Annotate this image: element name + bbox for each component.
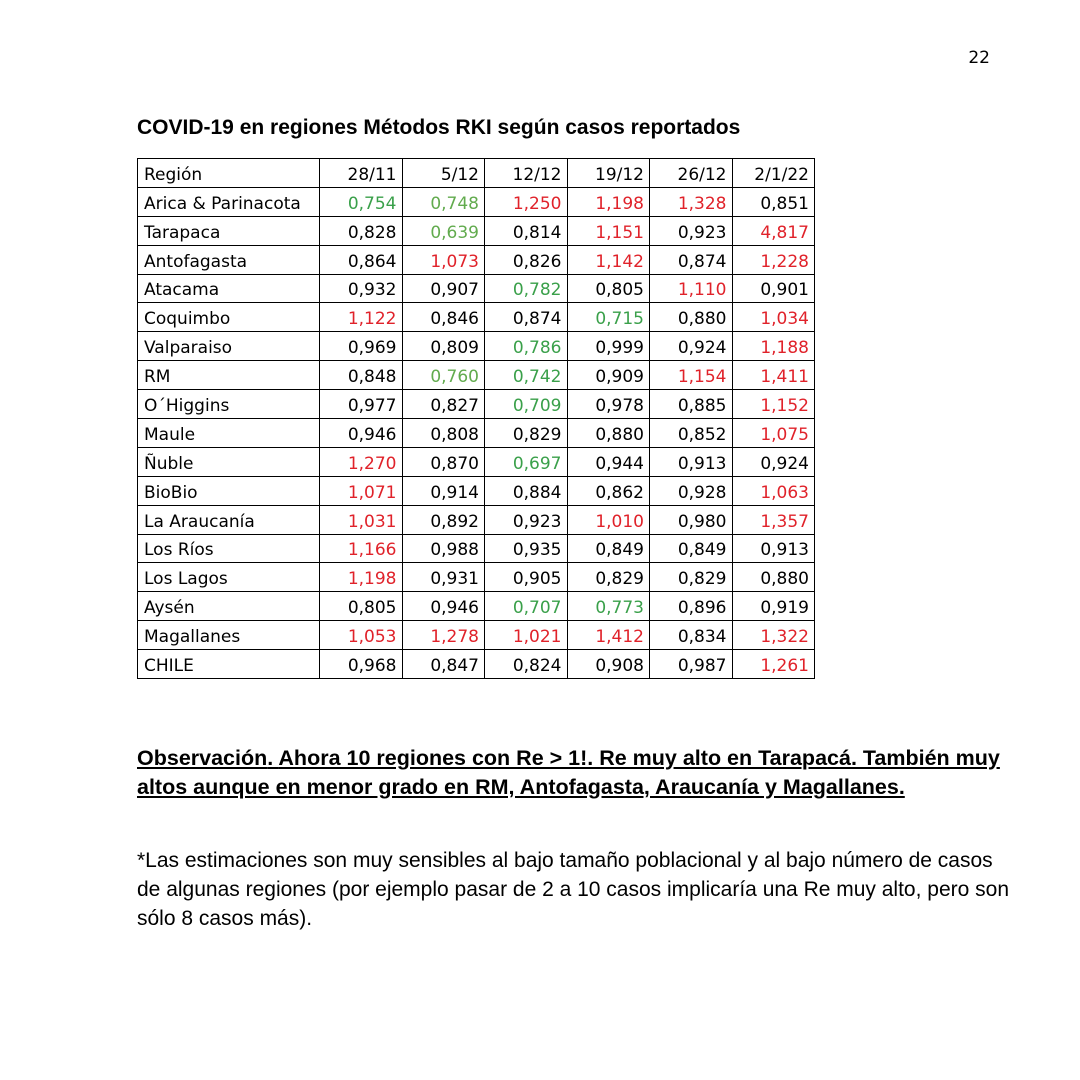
re-value: 1,075: [732, 419, 815, 448]
re-value: 0,786: [485, 332, 568, 361]
region-name: Tarapaca: [138, 216, 320, 245]
table-row: [138, 563, 815, 592]
re-value: 0,935: [485, 534, 568, 563]
re-value: 0,999: [567, 332, 650, 361]
region-name: Magallanes: [138, 621, 320, 650]
table-row: [138, 621, 815, 650]
re-value: 0,697: [485, 447, 568, 476]
re-value: 0,846: [402, 303, 485, 332]
re-value: 0,834: [650, 621, 733, 650]
table-row: [138, 419, 815, 448]
column-header-date: 12/12: [485, 159, 568, 188]
re-value: 0,923: [485, 505, 568, 534]
re-value: 0,968: [320, 650, 403, 679]
region-name: Maule: [138, 419, 320, 448]
table-row: [138, 187, 815, 216]
re-value: 0,829: [485, 419, 568, 448]
re-value: 0,946: [402, 592, 485, 621]
re-value: 0,805: [567, 274, 650, 303]
table-row: [138, 274, 815, 303]
re-value: 0,748: [402, 187, 485, 216]
re-value: 1,152: [732, 390, 815, 419]
re-value: 0,848: [320, 361, 403, 390]
re-value: 0,880: [650, 303, 733, 332]
re-value: 0,870: [402, 447, 485, 476]
region-name: Los Ríos: [138, 534, 320, 563]
re-value: 1,412: [567, 621, 650, 650]
re-value: 0,814: [485, 216, 568, 245]
re-value: 0,760: [402, 361, 485, 390]
region-name: Arica & Parinacota: [138, 187, 320, 216]
region-name: Antofagasta: [138, 245, 320, 274]
re-value: 1,122: [320, 303, 403, 332]
re-value: 0,969: [320, 332, 403, 361]
re-value: 0,805: [320, 592, 403, 621]
region-name: CHILE: [138, 650, 320, 679]
re-value: 0,928: [650, 476, 733, 505]
re-value: 0,913: [732, 534, 815, 563]
re-value: 0,896: [650, 592, 733, 621]
re-value: 1,053: [320, 621, 403, 650]
observation-lead: Observación: [137, 746, 268, 770]
table-row: [138, 361, 815, 390]
table-row: [138, 332, 815, 361]
re-value: 0,905: [485, 563, 568, 592]
re-value: 1,151: [567, 216, 650, 245]
footnote: *Las estimaciones son muy sensibles al bajo tamaño poblacional y al bajo número de casos de algunas regiones (por ejemplo pasar de 2 a 10 casos implicaría una Re muy alto, pero son sólo 8 casos más).: [137, 849, 1010, 930]
region-name: Aysén: [138, 592, 320, 621]
re-value: 1,010: [567, 505, 650, 534]
re-value: 0,851: [732, 187, 815, 216]
observation-paragraph: Observación. Ahora 10 regiones con Re > 1!. Re muy alto en Tarapacá. También muy altos aunque en menor grado en RM, Antofagasta, Araucanía y Magallanes.: [137, 746, 1000, 799]
table-row: [138, 447, 815, 476]
re-value: 0,828: [320, 216, 403, 245]
re-value: 1,261: [732, 650, 815, 679]
re-value: 1,411: [732, 361, 815, 390]
re-value: 0,773: [567, 592, 650, 621]
re-value: 0,977: [320, 390, 403, 419]
re-value: 0,907: [402, 274, 485, 303]
table-row: [138, 216, 815, 245]
re-value: 1,198: [320, 563, 403, 592]
re-value: 0,754: [320, 187, 403, 216]
re-value: 1,034: [732, 303, 815, 332]
re-value: 0,852: [650, 419, 733, 448]
region-name: Los Lagos: [138, 563, 320, 592]
re-value: 1,357: [732, 505, 815, 534]
re-value: 0,919: [732, 592, 815, 621]
re-value: 0,874: [650, 245, 733, 274]
re-value: 1,322: [732, 621, 815, 650]
re-value: 0,880: [567, 419, 650, 448]
re-value: 0,847: [402, 650, 485, 679]
re-value: 0,923: [650, 216, 733, 245]
region-name: Valparaiso: [138, 332, 320, 361]
re-value: 0,892: [402, 505, 485, 534]
table-header-row: [138, 159, 815, 188]
re-value: 1,188: [732, 332, 815, 361]
re-value: 0,880: [732, 563, 815, 592]
re-value: 0,827: [402, 390, 485, 419]
re-value: 0,826: [485, 245, 568, 274]
region-name: RM: [138, 361, 320, 390]
re-value: 0,908: [567, 650, 650, 679]
re-value: 0,864: [320, 245, 403, 274]
column-header-date: 26/12: [650, 159, 733, 188]
re-value: 0,715: [567, 303, 650, 332]
table-row: [138, 505, 815, 534]
re-value: 0,914: [402, 476, 485, 505]
re-value: 1,328: [650, 187, 733, 216]
region-name: Coquimbo: [138, 303, 320, 332]
re-value: 0,980: [650, 505, 733, 534]
table-row: [138, 592, 815, 621]
table-title: COVID-19 en regiones Métodos RKI según casos reportados: [137, 116, 741, 139]
re-value: 0,932: [320, 274, 403, 303]
re-value: 0,874: [485, 303, 568, 332]
re-value: 0,924: [650, 332, 733, 361]
re-value: 0,931: [402, 563, 485, 592]
re-value: 1,142: [567, 245, 650, 274]
re-value: 1,021: [485, 621, 568, 650]
table-row-total: [138, 650, 815, 679]
re-value: 1,073: [402, 245, 485, 274]
re-value: 0,978: [567, 390, 650, 419]
region-name: La Araucanía: [138, 505, 320, 534]
re-value: 1,228: [732, 245, 815, 274]
re-value: 0,829: [650, 563, 733, 592]
re-table: [137, 158, 815, 679]
re-value: 0,707: [485, 592, 568, 621]
re-value: 0,987: [650, 650, 733, 679]
region-name: O´Higgins: [138, 390, 320, 419]
re-value: 0,924: [732, 447, 815, 476]
re-value: 0,913: [650, 447, 733, 476]
re-value: 0,809: [402, 332, 485, 361]
column-header-date: 5/12: [402, 159, 485, 188]
re-value: 1,270: [320, 447, 403, 476]
re-value: 1,031: [320, 505, 403, 534]
re-value: 1,166: [320, 534, 403, 563]
re-value: 0,829: [567, 563, 650, 592]
re-value: 1,198: [567, 187, 650, 216]
re-value: 0,988: [402, 534, 485, 563]
re-value: 0,849: [567, 534, 650, 563]
table-row: [138, 303, 815, 332]
re-value: 0,849: [650, 534, 733, 563]
re-value: 4,817: [732, 216, 815, 245]
table-row: [138, 476, 815, 505]
re-value: 0,884: [485, 476, 568, 505]
region-name: BioBio: [138, 476, 320, 505]
re-value: 0,639: [402, 216, 485, 245]
column-header-date: 2/1/22: [732, 159, 815, 188]
re-value: 0,824: [485, 650, 568, 679]
re-value: 0,782: [485, 274, 568, 303]
column-header-region: Región: [138, 159, 320, 188]
re-value: 1,110: [650, 274, 733, 303]
re-value: 1,063: [732, 476, 815, 505]
re-value: 0,709: [485, 390, 568, 419]
re-value: 0,946: [320, 419, 403, 448]
observation-text: Ahora 10 regiones con Re > 1!. Re muy alto en Tarapacá. También muy altos aunque en menor grado en RM, Antofagasta, Araucanía y Magallanes.: [137, 746, 1000, 799]
re-value: 0,742: [485, 361, 568, 390]
table-row: [138, 390, 815, 419]
region-name: Atacama: [138, 274, 320, 303]
region-name: Ñuble: [138, 447, 320, 476]
table-row: [138, 245, 815, 274]
re-value: 1,154: [650, 361, 733, 390]
re-value: 0,944: [567, 447, 650, 476]
re-value: 0,885: [650, 390, 733, 419]
re-value: 0,862: [567, 476, 650, 505]
re-value: 0,808: [402, 419, 485, 448]
re-value: 1,071: [320, 476, 403, 505]
re-value: 1,278: [402, 621, 485, 650]
re-value: 1,250: [485, 187, 568, 216]
column-header-date: 19/12: [567, 159, 650, 188]
re-value: 0,909: [567, 361, 650, 390]
column-header-date: 28/11: [320, 159, 403, 188]
table-row: [138, 534, 815, 563]
re-value: 0,901: [732, 274, 815, 303]
page-number: 22: [968, 48, 990, 68]
